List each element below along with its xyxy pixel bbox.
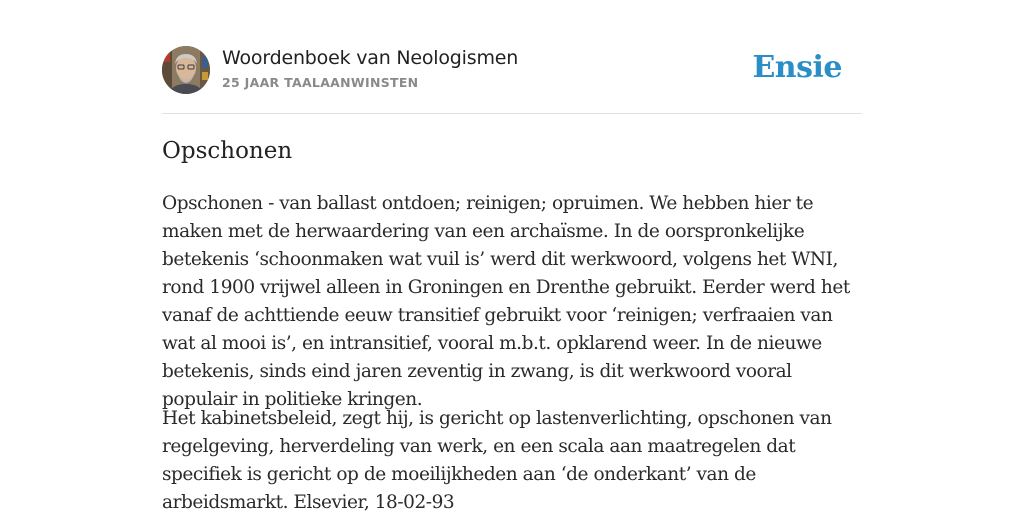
ensie-logo[interactable]: Ensie xyxy=(752,50,842,85)
author-portrait-icon xyxy=(162,46,210,94)
header-divider xyxy=(162,113,862,114)
author-name[interactable]: Woordenboek van Neologismen xyxy=(222,47,519,69)
entry-title: Opschonen xyxy=(162,138,293,164)
entry-paragraph: Opschonen - van ballast ontdoen; reinigen; opruimen. We hebben hier te maken met de herwaardering van een archaïsme. In de oorspronkelijke betekenis ‘schoonmaken wat vuil is’ werd dit werkwoord, volgens het WNI, rond 1900 vrijwel alleen in Groningen en Drenthe gebruikt. Eerder werd het vanaf de achttiende eeuw transitief gebruikt voor ‘reinigen; verfraaien van wat al mooi is’, en intransitief, vooral m.b.t. opklarend weer. In de nieuwe betekenis, sinds eind jaren zeventig in zwang, is dit werkwoord vooral populair in politieke kringen. xyxy=(162,193,850,410)
author-subtitle: 25 JAAR TAALAANWINSTEN xyxy=(222,75,419,90)
avatar[interactable] xyxy=(162,46,210,94)
entry-quote-paragraph: Het kabinetsbeleid, zegt hij, is gericht op lastenverlichting, opschonen van regelgeving, herverdeling van werk, en een scala aan maatregelen dat specifiek is gericht op de moeilijkheden aan ‘de onderkant’ van de arbeidsmarkt. Elsevier, 18-02-93 xyxy=(162,408,832,512)
header xyxy=(162,46,862,96)
